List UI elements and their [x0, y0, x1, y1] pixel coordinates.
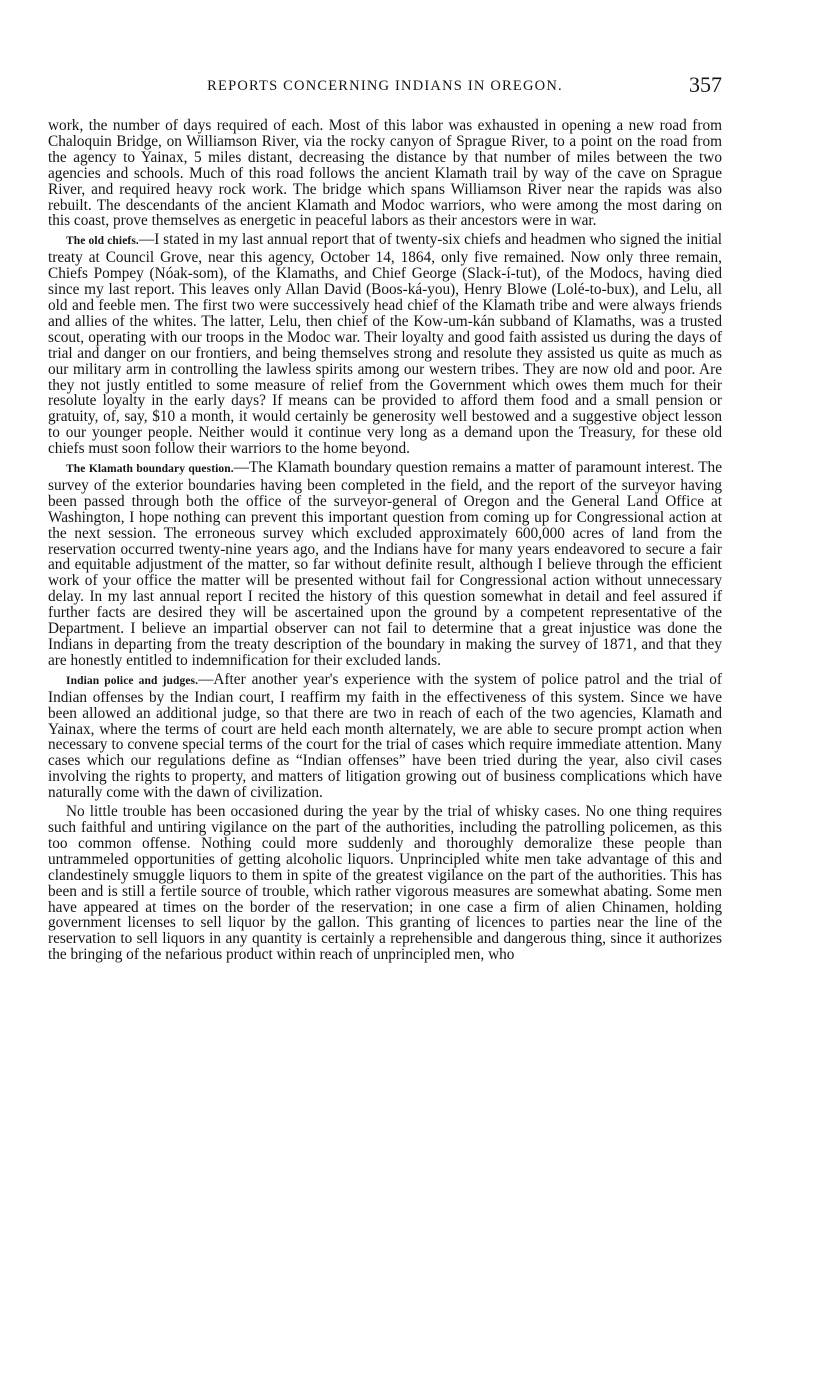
paragraph-text: —The Klamath boundary question remains a matter of paramount interest. The survey of the exterior boundaries having been completed in the field, and the report of the surveyor having been passed through both the office of the surveyor-general of Oregon and the General Land Office at Washington, I hope nothing can prevent this important question from coming up for Congressional action at the next session. The erroneous survey which excluded approximately 600,000 acres of land from the reservation occurred twenty-nine years ago, and the Indians have for many years endeavored to secure a fair and equitable adjustment of the matter, so far without definite result, although I believe through the efficient work of your office the matter will be presented without fail for Congressional action without unnecessary delay. In my last annual report I recited the history of this question somewhat in detail and feel assured if further facts are desired they will be ascertained upon the ground by a competent representative of the Department. I believe an impartial observer can not fail to determine that a great injustice was done the Indians in departing from the treaty description of the boundary in making the survey of 1871, and that they are honestly entitled to indemnification for their excluded lands. [48, 459, 722, 669]
section-heading-old-chiefs: The old chiefs. [66, 235, 139, 248]
page-number: 357 [689, 72, 722, 97]
running-head: REPORTS CONCERNING INDIANS IN OREGON. [207, 78, 563, 94]
paragraph-text: No little trouble has been occasioned during the year by the trial of whisky cases. No one thing requires such faithful and untiring vigilance on the part of the authorities, including the patrolling policemen, as this too common offense. Nothing could more suddenly and thoroughly demoralize these people than untrammeled opportunities of getting alcoholic liquors. Unprincipled white men take advantage of this and clandestinely smuggle liquors to them in spite of the greatest vigilance on the part of the authorities. This has been and is still a fertile source of trouble, which rather vigorous measures are somewhat abating. Some men have appeared at times on the border of the reservation; in one case a firm of alien Chinamen, holding government licenses to sell liquor by the gallon. This granting of licences to parties near the line of the reservation to sell liquors in any quantity is certainly a reprehensible and dangerous thing, since it authorizes the bringing of the nefarious product within reach of unprincipled men, who [48, 803, 722, 964]
section-heading-police-judges: Indian police and judges. [66, 674, 199, 687]
paragraph-police-judges [48, 672, 722, 801]
paragraph-whisky-cases [48, 804, 722, 963]
paragraph-text: work, the number of days required of each. Most of this labor was exhausted in opening a new road from Chaloquin Bridge, on Williamson River, via the rocky canyon of Sprague River, to a point on the road from the agency to Yainax, 5 miles distant, decreasing the distance by that number of miles between the two agencies and schools. Much of this road follows the ancient Klamath trail by way of the cave on Sprague River, and required heavy rock work. The bridge which spans Williamson River near the rapids was also rebuilt. The descendants of the ancient Klamath and Modoc warriors, who were among the most daring on this coast, prove themselves as energetic in peaceful labors as their ancestors were in war. [48, 117, 722, 230]
paragraph-boundary-question [48, 460, 722, 669]
section-heading-boundary-question: The Klamath boundary question. [66, 463, 234, 476]
paragraph-text: —I stated in my last annual report that of twenty-six chiefs and headmen who signed the initial treaty at Council Grove, near this agency, October 14, 1864, only five remained. Now only three remain, Chiefs Pompey (Nóak-som), of the Klamaths, and Chief George (Slack-í-tut), of the Modocs, having died since my last report. This leaves only Allan David (Boos-ká-you), Henry Blowe (Lolé-to-bux), and Lelu, all old and feeble men. The first two were successively head chief of the Klamath tribe and were always friends and allies of the whites. The latter, Lelu, then chief of the Kow-um-kán subband of Klamaths, was a trusted scout, operating with our troops in the Modoc war. Their loyalty and good faith assisted us during the days of trial and danger on our frontiers, and being themselves strong and resolute they assisted us quite as much as our military arm in controlling the lawless spirits among our western tribes. They are now old and poor. Are they not justly entitled to some measure of relief from the Government which owes them much for their resolute loyalty in the early days? If means can be provided to afford them food and a small pension or gratuity, of, say, $10 a month, it would certainly be generosity well bestowed and a suggestive object lesson to our younger people. Neither would it continue very long as a demand upon the Treasury, for these old chiefs must soon follow their warriors to the home beyond. [48, 231, 722, 458]
paragraph-road-work [48, 118, 722, 229]
body-text [48, 118, 722, 963]
paragraph-old-chiefs [48, 232, 722, 457]
document-page [48, 72, 722, 966]
paragraph-text: —After another year's experience with the system of police patrol and the trial of Indian offenses by the Indian court, I reaffirm my faith in the effectiveness of this system. Since we have been allowed an additional judge, so that there are two in reach of each of the two agencies, Klamath and Yainax, where the terms of court are held each month alternately, we are able to secure prompt action when necessary to convene special terms of the court for the trial of cases which require immediate attention. Many cases which our regulations define as “Indian offenses” have been tried during the year, also civil cases involving the rights to property, and matters of litigation growing out of business complications which have naturally come with the dawn of civilization. [48, 670, 722, 802]
page-header [48, 72, 722, 102]
